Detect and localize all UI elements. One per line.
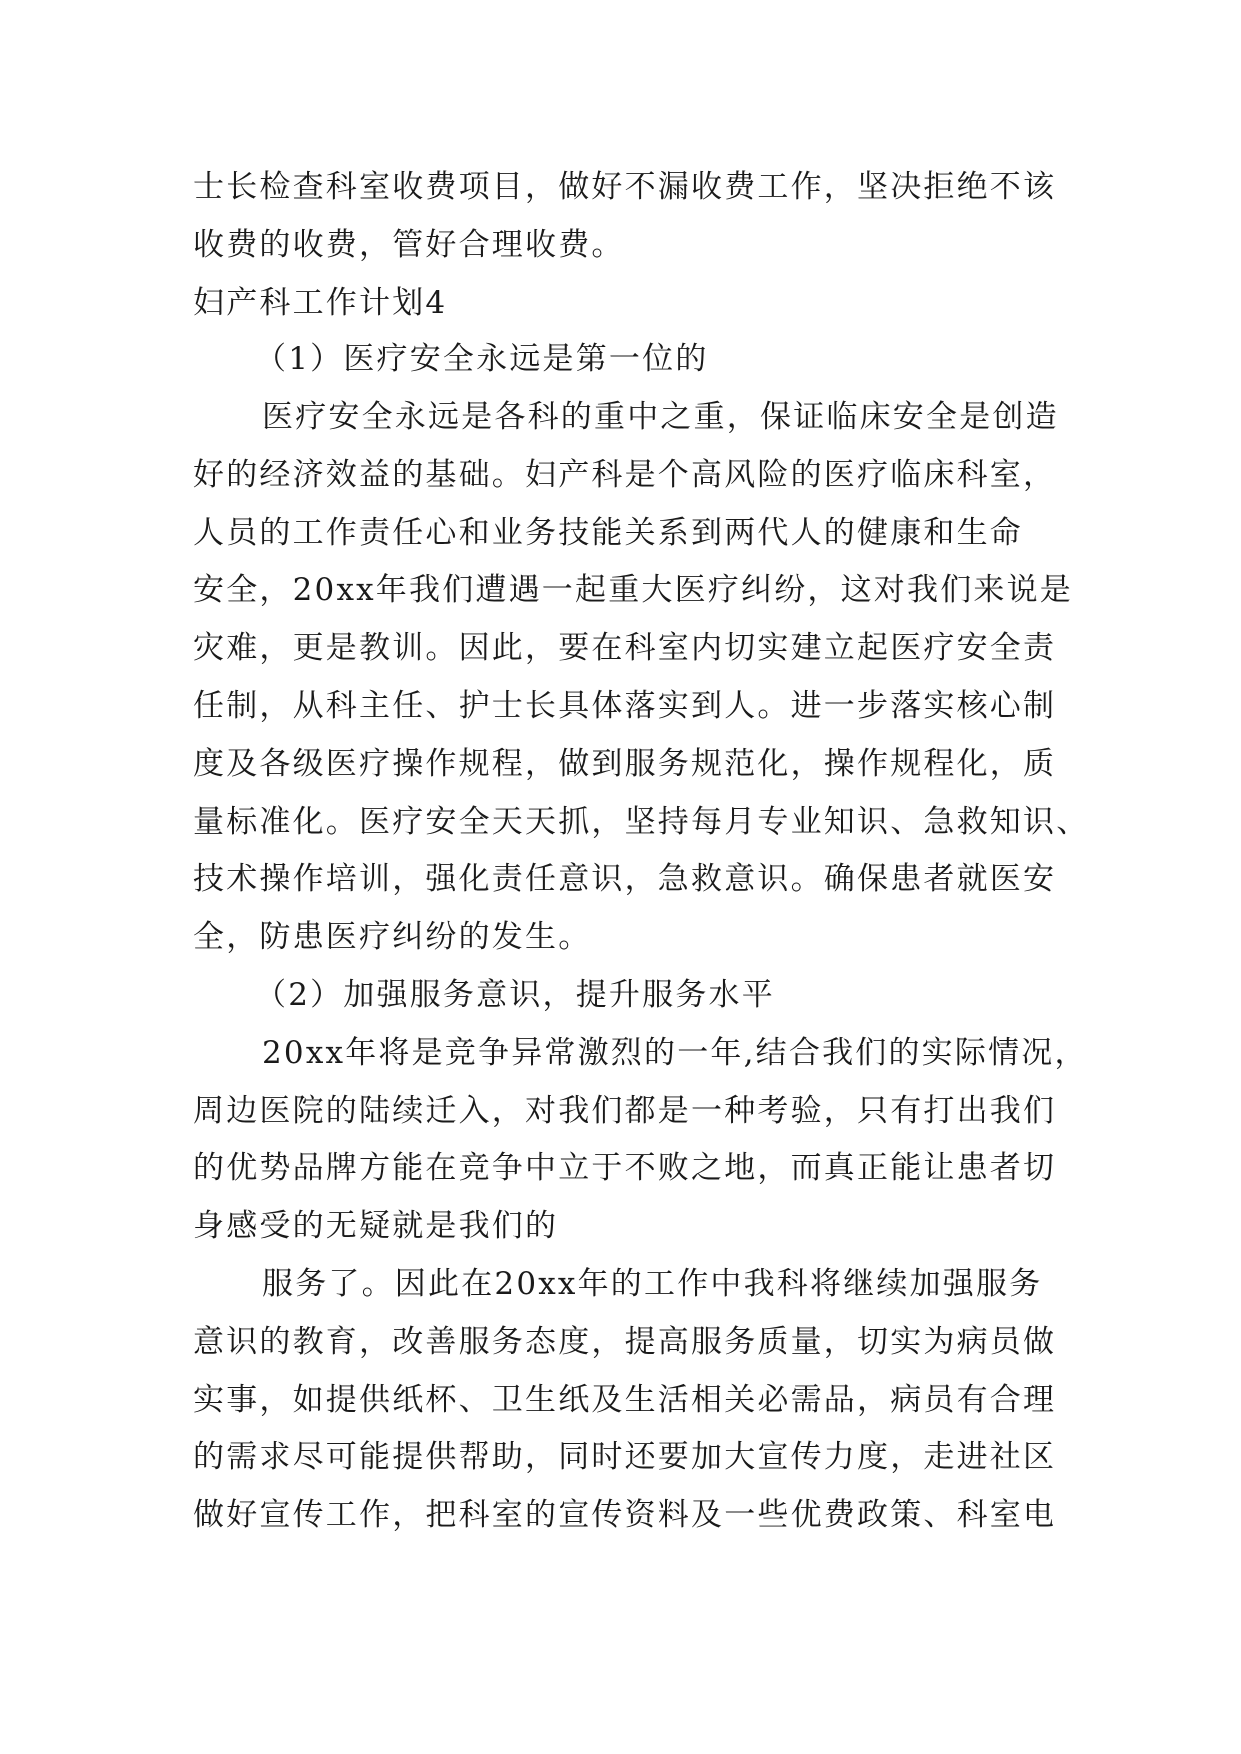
subsection-heading: （2）加强服务意识，提升服务水平 [255,977,775,1013]
text-line: 做好宣传工作，把科室的宣传资料及一些优费政策、科室电 [193,1497,1057,1533]
text-line: 量标准化。医疗安全天天抓，坚持每月专业知识、急救知识、 [193,804,1090,840]
text-line: 安全，20xx年我们遭遇一起重大医疗纠纷，这对我们来说是 [193,572,1074,608]
text-line: 人员的工作责任心和业务技能关系到两代人的健康和生命 [193,515,1023,551]
text-line: 实事，如提供纸杯、卫生纸及生活相关必需品，病员有合理 [193,1382,1057,1418]
subsection-heading: （1）医疗安全永远是第一位的 [255,341,709,377]
text-line: 的优势品牌方能在竞争中立于不败之地，而真正能让患者切 [193,1150,1057,1186]
text-line: 灾难，更是教训。因此，要在科室内切实建立起医疗安全责 [193,630,1057,666]
text-line: 度及各级医疗操作规程，做到服务规范化，操作规程化，质 [193,746,1057,782]
text-line: 士长检查科室收费项目，做好不漏收费工作，坚决拒绝不该 [193,169,1057,205]
paragraph-first-line: 20xx年将是竞争异常激烈的一年,结合我们的实际情况， [262,1035,1088,1071]
paragraph-first-line: 医疗安全永远是各科的重中之重，保证临床安全是创造 [262,399,1059,435]
text-line: 的需求尽可能提供帮助，同时还要加大宣传力度，走进社区 [193,1439,1057,1475]
paragraph-first-line: 服务了。因此在20xx年的工作中我科将继续加强服务 [262,1266,1043,1302]
text-line: 全，防患医疗纠纷的发生。 [193,919,592,955]
text-line: 技术操作培训，强化责任意识，急救意识。确保患者就医安 [193,861,1057,897]
text-line: 好的经济效益的基础。妇产科是个高风险的医疗临床科室， [193,457,1057,493]
section-heading: 妇产科工作计划4 [193,285,448,321]
text-line: 意识的教育，改善服务态度，提高服务质量，切实为病员做 [193,1324,1057,1360]
text-line: 身感受的无疑就是我们的 [193,1208,559,1244]
text-line: 收费的收费，管好合理收费。 [193,227,625,263]
text-line: 周边医院的陆续迁入，对我们都是一种考验，只有打出我们 [193,1093,1057,1129]
text-line: 任制，从科主任、护士长具体落实到人。进一步落实核心制 [193,688,1057,724]
